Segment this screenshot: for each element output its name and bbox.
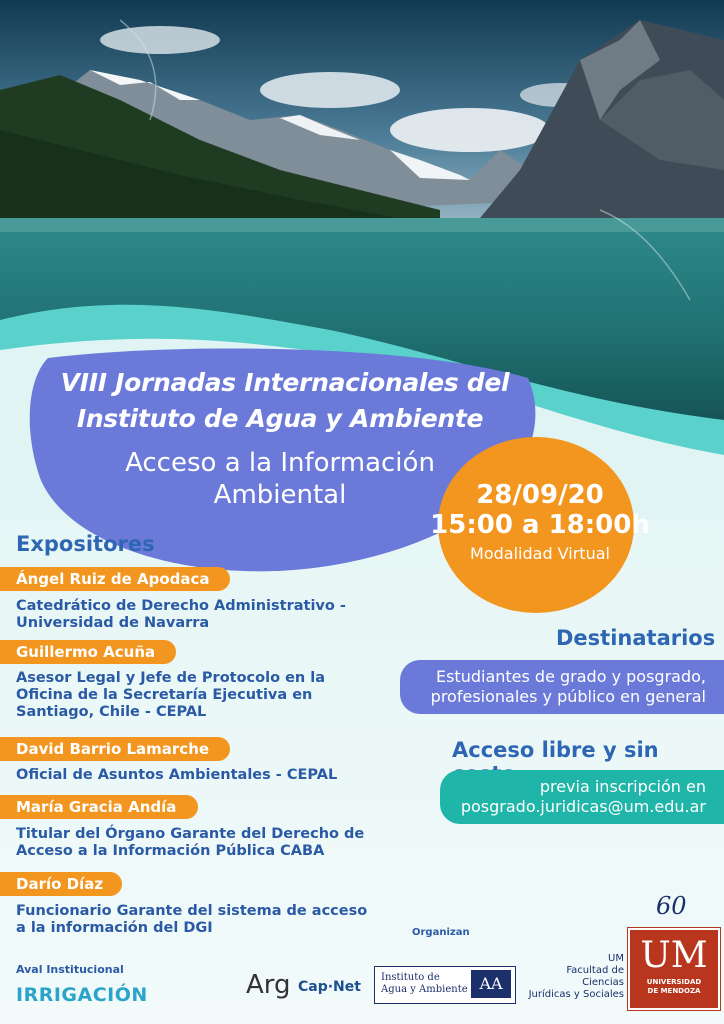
title-line-2: Instituto de Agua y Ambiente — [76, 404, 484, 433]
audience-heading: Destinatarios — [556, 626, 716, 650]
instituto-mark: AA — [471, 970, 511, 998]
speaker-role: Titular del Órgano Garante del Derecho de Acceso a la Información Pública CABA — [16, 826, 365, 859]
audience-line-1: Estudiantes de grado y posgrado, — [435, 667, 706, 686]
access-heading: Acceso libre y sin — [452, 738, 659, 762]
speaker-role: Catedrático de Derecho Administrativo - Universidad de Navarra — [16, 598, 346, 631]
um-line-2: DE MENDOZA — [647, 987, 701, 995]
speaker-name: Guillermo Acuña — [0, 640, 176, 664]
instituto-logo — [374, 966, 516, 1004]
capnet-logo: Cap·Net — [298, 979, 361, 995]
instituto-line-2: Agua y Ambiente — [381, 984, 468, 995]
subtitle-line-2: Ambiental — [213, 480, 347, 510]
aval-label: Aval Institucional — [16, 963, 124, 976]
speaker-name: María Gracia Andía — [0, 795, 198, 819]
event-date: 28/09/20 — [476, 480, 604, 510]
organizan-label: Organizan — [412, 927, 470, 938]
arg-logo: Arg — [246, 970, 291, 1000]
audience-line-2: profesionales y público en general — [430, 687, 706, 706]
um-mark: UM — [640, 935, 708, 976]
speaker-name: Darío Díaz — [0, 872, 122, 896]
facultad-text: UM Facultad de Ciencias Jurídicas y Sociales — [528, 953, 624, 1000]
access-email: posgrado.juridicas@um.edu.ar — [460, 797, 706, 816]
speaker-role: Funcionario Garante del sistema de acceso a la información del DGI — [16, 903, 368, 936]
access-line-1: previa inscripción en — [539, 777, 706, 796]
um-line-1: UNIVERSIDAD — [646, 978, 702, 986]
access-pill — [440, 770, 724, 824]
speaker-name: Ángel Ruiz de Apodaca — [0, 567, 230, 591]
event-time: 15:00 a 18:00h — [430, 510, 650, 540]
speaker-name: David Barrio Lamarche — [0, 737, 230, 761]
subtitle-line-1: Acceso a la Información — [125, 448, 435, 478]
title-line-1: VIII Jornadas Internacionales del — [60, 368, 510, 397]
speaker-role: Oficial de Asuntos Ambientales - CEPAL — [16, 767, 338, 783]
speaker-role: Asesor Legal y Jefe de Protocolo en la Oficina de la Secretaría Ejecutiva en Santiago, Chile - CEPAL — [16, 670, 326, 720]
anniversary-mark: 60 — [656, 892, 687, 920]
speakers-heading: Expositores — [16, 532, 155, 556]
instituto-line-1: Instituto de — [381, 972, 440, 983]
um-logo — [628, 928, 720, 1010]
irrigacion-logo: IRRIGACIÓN — [16, 984, 148, 1006]
event-mode: Modalidad Virtual — [470, 544, 610, 563]
audience-pill — [400, 660, 724, 714]
